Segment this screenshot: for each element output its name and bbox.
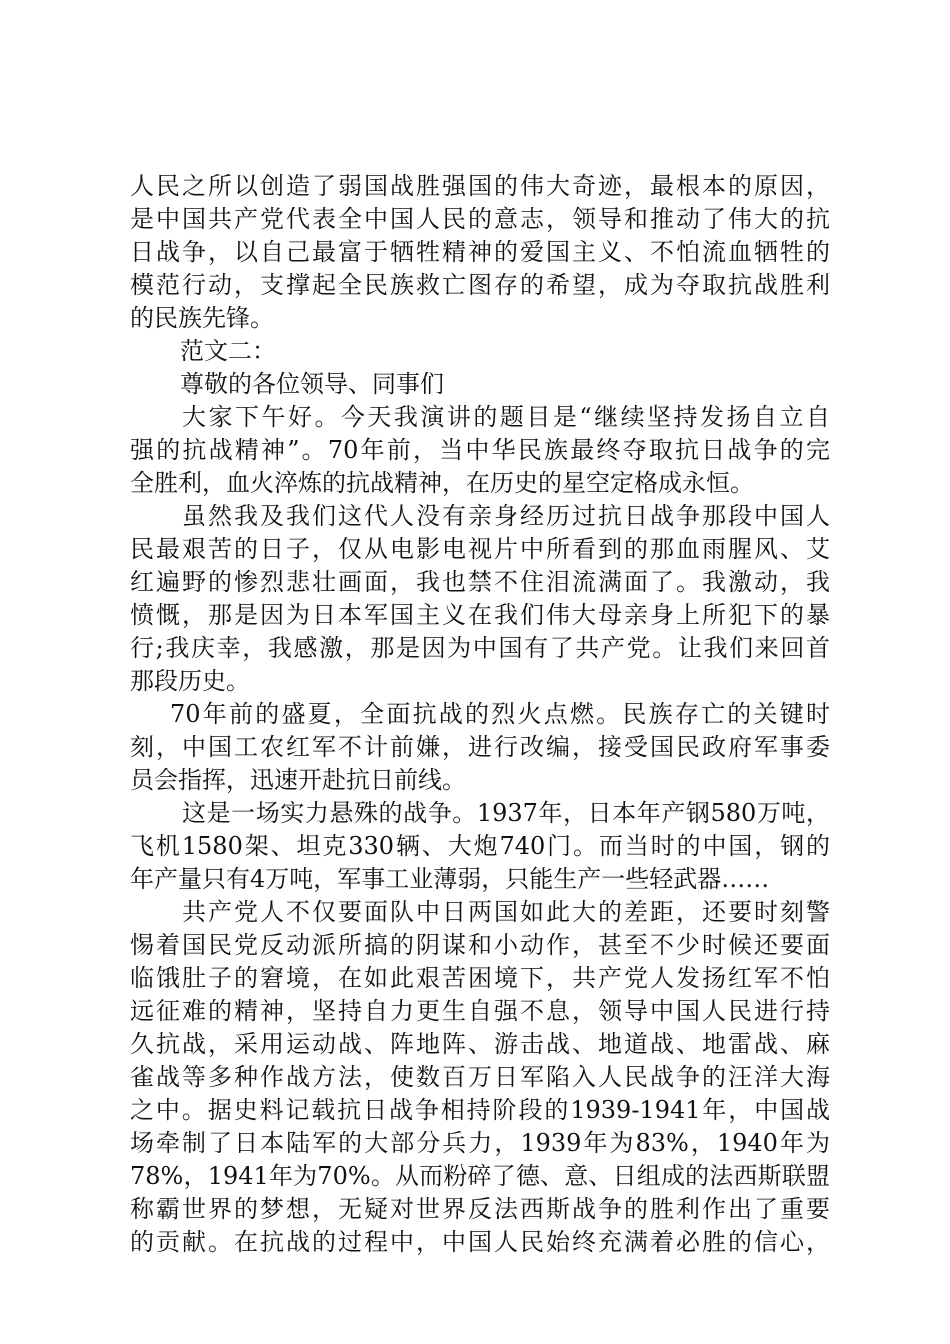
text-line: 共产党人不仅要面队中日两国如此大的差距，还要时刻警 [182,898,830,926]
text-line: 愤慨，那是因为日本军国主义在我们伟大母亲身上所犯下的暴 [130,601,830,629]
text-line: 远征难的精神，坚持自力更生自强不息，领导中国人民进行持 [130,997,830,1025]
section-heading: 范文二： [180,337,276,365]
text-line: 红遍野的惨烈悲壮画面，我也禁不住泪流满面了。我激动，我 [130,568,830,596]
text-line: 日战争，以自己最富于牺牲精神的爱国主义、不怕流血牺牲的 [130,238,830,266]
text-line: 这是一场实力悬殊的战争。1937年，日本年产钢580万吨， [182,799,830,827]
text-line: 大家下午好。今天我演讲的题目是“继续坚持发扬自立自 [182,403,830,431]
text-line: 刻，中国工农红军不计前嫌，进行改编，接受国民政府军事委 [130,733,830,761]
text-line: 模范行动，支撑起全民族救亡图存的希望，成为夺取抗战胜利 [130,271,830,299]
text-line: 年产量只有4万吨，军事工业薄弱，只能生产一些轻武器…… [130,865,770,893]
text-line: 虽然我及我们这代人没有亲身经历过抗日战争那段中国人 [182,502,830,530]
text-line: 称霸世界的梦想，无疑对世界反法西斯战争的胜利作出了重要 [130,1195,830,1223]
text-line: 雀战等多种作战方法，使数百万日军陷入人民战争的汪洋大海 [130,1063,830,1091]
text-line: 是中国共产党代表全中国人民的意志，领导和推动了伟大的抗 [130,205,830,233]
text-line: 临饿肚子的窘境，在如此艰苦困境下，共产党人发扬红军不怕 [130,964,830,992]
text-line: 人民之所以创造了弱国战胜强国的伟大奇迹，最根本的原因， [130,172,830,200]
text-line: 久抗战，采用运动战、阵地阵、游击战、地道战、地雷战、麻 [130,1030,830,1058]
text-line: 的民族先锋。 [130,304,274,332]
text-line: 全胜利，血火淬炼的抗战精神，在历史的星空定格成永恒。 [130,469,754,497]
text-line: 场牵制了日本陆军的大部分兵力，1939年为83%，1940年为 [130,1129,830,1157]
text-line: 惕着国民党反动派所搞的阴谋和小动作，甚至不少时候还要面 [130,931,830,959]
text-line: 70年前的盛夏，全面抗战的烈火点燃。民族存亡的关键时 [170,700,830,728]
text-line: 强的抗战精神”。70年前，当中华民族最终夺取抗日战争的完 [130,436,830,464]
text-line: 行;我庆幸，我感激，那是因为中国有了共产党。让我们来回首 [130,634,830,662]
text-line: 民最艰苦的日子，仅从电影电视片中所看到的那血雨腥风、艾 [130,535,830,563]
text-line: 的贡献。在抗战的过程中，中国人民始终充满着必胜的信心， [130,1228,830,1256]
text-line: 那段历史。 [130,667,250,695]
text-line: 之中。据史料记载抗日战争相持阶段的1939-1941年，中国战 [130,1096,830,1124]
salutation: 尊敬的各位领导、同事们 [180,370,444,398]
text-line: 飞机1580架、坦克330辆、大炮740门。而当时的中国，钢的 [130,832,830,860]
text-line: 78%，1941年为70%。从而粉碎了德、意、日组成的法西斯联盟 [130,1162,830,1190]
document-body [130,170,830,1259]
text-line: 员会指挥，迅速开赴抗日前线。 [130,766,466,794]
